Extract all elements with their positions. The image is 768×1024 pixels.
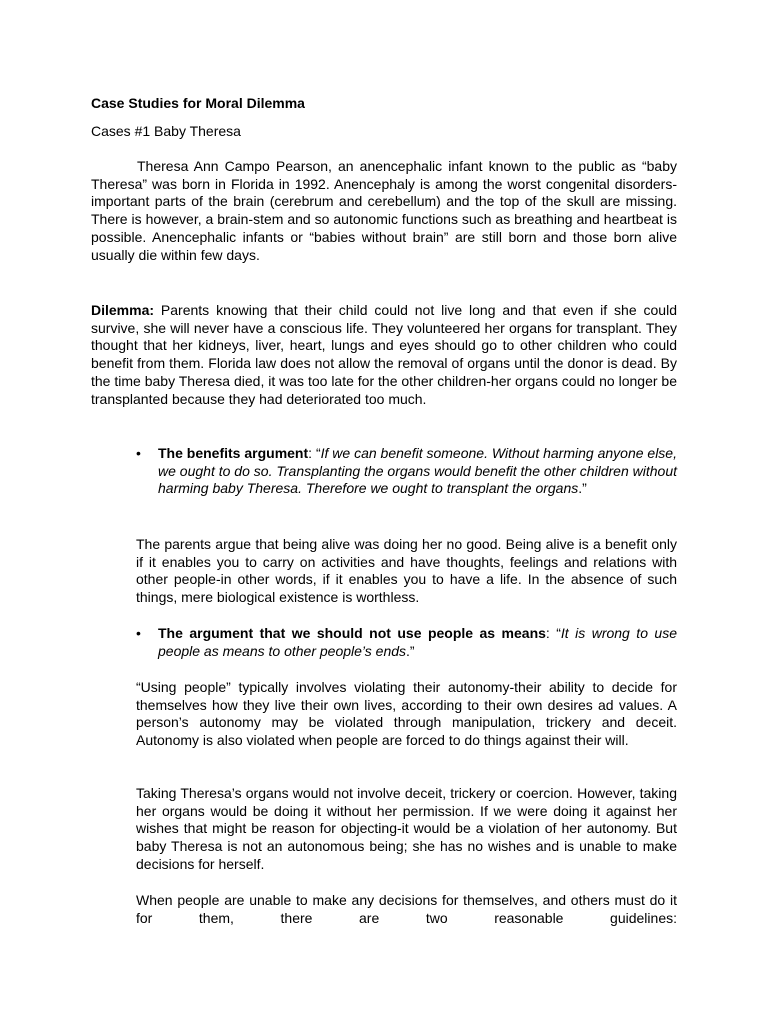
bullet-benefits-separator: : “ [308, 445, 321, 461]
dilemma-paragraph [91, 302, 677, 408]
case-heading: Cases #1 Baby Theresa [91, 123, 241, 139]
intro-paragraph: Theresa Ann Campo Pearson, an anencephalic infant known to the public as “baby Theresa” was born in Florida in 1992. Anencephaly is among the worst congenital disorders- important parts of the brain (cerebrum and cerebellum) and the top of the skull are missing. There is however, a brain-stem and so autonomic functions such as breathing and heartbeat is possible. Anencephalic infants or “babies without brain” are still born and those born alive usually die within few days. [91, 158, 677, 263]
bullet-benefits-argument [136, 445, 677, 498]
document-title: Case Studies for Moral Dilemma [91, 95, 305, 111]
bullet-means-text [158, 625, 677, 660]
bullet-benefits-closing: .” [578, 480, 587, 497]
bullet-means-separator: : “ [545, 625, 561, 641]
taking-organs-paragraph: Taking Theresa’s organs would not involve deceit, trickery or coercion. However, taking her organs would be doing it without her permission. If we were doing it against her wishes that might be reason for objecting-it would be a violation of her autonomy. But baby Theresa is not an autonomous being; she has no wishes and is unable to make decisions for herself. [136, 785, 677, 872]
bullet-dot-icon: • [136, 445, 141, 461]
dilemma-text: Parents knowing that their child could not live long and that even if she could survive, she will never have a conscious life. They volunteered her organs for transplant. They thought that her kidneys, liver, heart, lungs and eyes should go to other children who could benefit from them. Florida law does not allow the removal of organs until the donor is dead. By the time baby Theresa died, it was too late for the other children-her organs could no longer be transplanted because they had deteriorated too much. [91, 302, 677, 407]
bullet-benefits-quote: If we can benefit someone. Without harming anyone else, we ought to do so. Transplanting the organs would benefit the other children without harming baby Theresa. Therefore we ought to transplant the organs [158, 445, 677, 497]
bullet-benefits-label: The benefits argument [158, 445, 309, 461]
bullet-dot-icon: • [136, 625, 141, 641]
using-people-paragraph: “Using people” typically involves violating their autonomy-their ability to decide for themselves how they live their own lives, according to their own desires ad values. A person’s autonomy may be violated through manipulation, trickery and deceit. Autonomy is also violated when people are forced to do things against their will. [136, 679, 677, 749]
parents-paragraph: The parents argue that being alive was doing her no good. Being alive is a benefit only if it enables you to carry on activities and have thoughts, feelings and relations with other people-in other words, if it enables you to have a life. In the absence of such things, mere biological existence is worthless. [136, 536, 677, 606]
when-people-paragraph: When people are unable to make any decisions for themselves, and others must do it for them, there are two reasonable guidelines: [136, 892, 677, 926]
bullet-means-quote: It is wrong to use people as means to other people’s ends [158, 625, 677, 659]
bullet-means-label: The argument that we should not use people as means [158, 625, 546, 641]
bullet-means-argument [136, 625, 677, 660]
bullet-means-closing: .” [406, 642, 415, 659]
dilemma-label: Dilemma: [91, 302, 155, 318]
bullet-benefits-text [158, 445, 677, 498]
